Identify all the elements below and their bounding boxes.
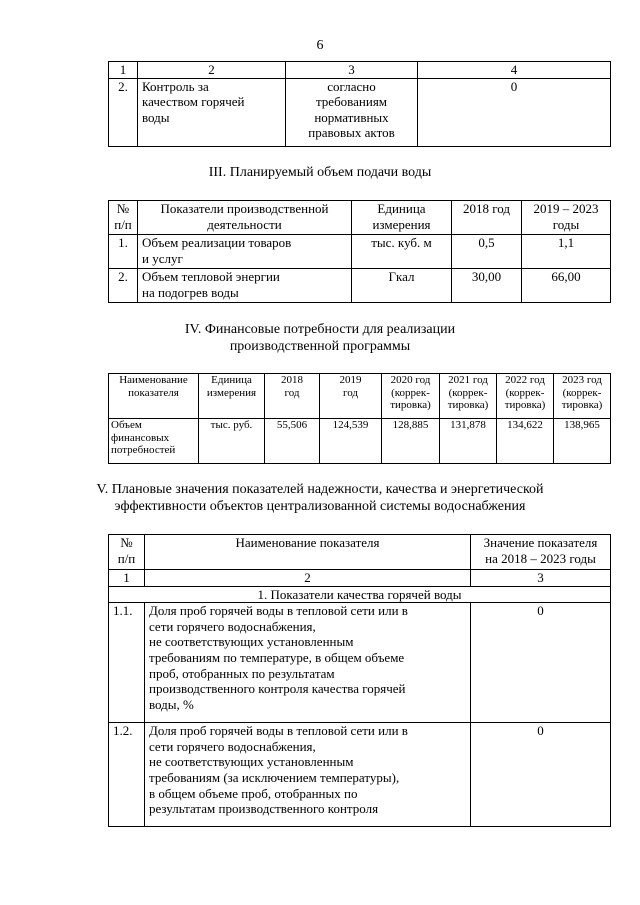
table-row xyxy=(109,603,611,723)
indicator-basis: согласно требованиям нормативных правовых актов xyxy=(286,78,418,146)
header-2019-2023: 2019 – 2023 годы xyxy=(522,201,611,235)
column-index: 2 xyxy=(145,570,471,587)
header-2020: 2020 год (коррек- тировка) xyxy=(382,374,440,419)
header-2021: 2021 год (коррек- тировка) xyxy=(440,374,497,419)
section-3-title: III. Планируемый объем подачи воды xyxy=(208,165,432,180)
value-2019: 124,539 xyxy=(320,419,382,464)
row-unit: тыс. руб. xyxy=(199,419,265,464)
header-number: № п/п xyxy=(109,535,145,570)
value-2023: 138,965 xyxy=(554,419,611,464)
header-2018: 2018 год xyxy=(265,374,320,419)
indicator-name: Объем реализации товаров и услуг xyxy=(138,235,352,269)
value-2019-2023: 66,00 xyxy=(522,269,611,303)
column-index: 1 xyxy=(109,570,145,587)
column-index: 4 xyxy=(418,62,611,79)
value-2019-2023: 1,1 xyxy=(522,235,611,269)
row-number: 2. xyxy=(109,78,138,146)
financial-needs-table xyxy=(108,373,611,464)
header-2023: 2023 год (коррек- тировка) xyxy=(554,374,611,419)
row-name: Объем финансовых потребностей xyxy=(109,419,199,464)
table-row xyxy=(109,269,611,303)
header-name: Наименование показателя xyxy=(109,374,199,419)
header-number: № п/п xyxy=(109,201,138,235)
value-2018: 30,00 xyxy=(452,269,522,303)
value-2021: 131,878 xyxy=(440,419,497,464)
quality-indicators-table xyxy=(108,534,611,827)
unit: Гкал xyxy=(352,269,452,303)
row-number: 1.2. xyxy=(109,723,145,827)
column-index: 3 xyxy=(471,570,611,587)
column-index: 2 xyxy=(138,62,286,79)
value-2018: 0,5 xyxy=(452,235,522,269)
table-header-row xyxy=(109,62,611,79)
table-row xyxy=(109,419,611,464)
planned-supply-table xyxy=(108,200,611,303)
table-row xyxy=(109,78,611,146)
quality-control-table xyxy=(108,61,611,147)
value-2020: 128,885 xyxy=(382,419,440,464)
header-unit: Единица измерения xyxy=(352,201,452,235)
table-index-row xyxy=(109,570,611,587)
indicator-name: Доля проб горячей воды в тепловой сети или в сети горячего водоснабжения, не соответствующих установленным требованиям (за исключением температуры), в общем объеме проб, отобранных по результатам производственного контроля xyxy=(145,723,471,827)
table-row xyxy=(109,235,611,269)
group-title-row xyxy=(109,586,611,603)
header-2018: 2018 год xyxy=(452,201,522,235)
section-5-title: V. Плановые значения показателей надежности, качества и энергетической эффективности объектов централизованной системы водоснабжения xyxy=(96,482,544,514)
table-header-row xyxy=(109,374,611,419)
row-number: 1.1. xyxy=(109,603,145,723)
indicator-value: 0 xyxy=(418,78,611,146)
column-index: 1 xyxy=(109,62,138,79)
header-indicator: Показатели производственной деятельности xyxy=(138,201,352,235)
header-2019: 2019 год xyxy=(320,374,382,419)
indicator-name: Объем тепловой энергии на подогрев воды xyxy=(138,269,352,303)
table-header-row xyxy=(109,535,611,570)
header-unit: Единица измерения xyxy=(199,374,265,419)
header-name: Наименование показателя xyxy=(145,535,471,570)
table-row xyxy=(109,723,611,827)
table-header-row xyxy=(109,201,611,235)
value-2018: 55,506 xyxy=(265,419,320,464)
row-number: 2. xyxy=(109,269,138,303)
page-number: 6 xyxy=(316,38,324,53)
indicator-value: 0 xyxy=(471,603,611,723)
row-number: 1. xyxy=(109,235,138,269)
unit: тыс. куб. м xyxy=(352,235,452,269)
indicator-value: 0 xyxy=(471,723,611,827)
indicator-name: Доля проб горячей воды в тепловой сети или в сети горячего водоснабжения, не соответствующих установленным требованиям по температуре, в общем объеме проб, отобранных по результатам производственного контроля качества горячей воды, % xyxy=(145,603,471,723)
value-2022: 134,622 xyxy=(497,419,554,464)
indicator-name: Контроль за качеством горячей воды xyxy=(138,78,286,146)
section-4-title: IV. Финансовые потребности для реализации производственной программы xyxy=(184,322,456,354)
header-value: Значение показателя на 2018 – 2023 годы xyxy=(471,535,611,570)
column-index: 3 xyxy=(286,62,418,79)
header-2022: 2022 год (коррек- тировка) xyxy=(497,374,554,419)
group-title: 1. Показатели качества горячей воды xyxy=(109,586,611,603)
